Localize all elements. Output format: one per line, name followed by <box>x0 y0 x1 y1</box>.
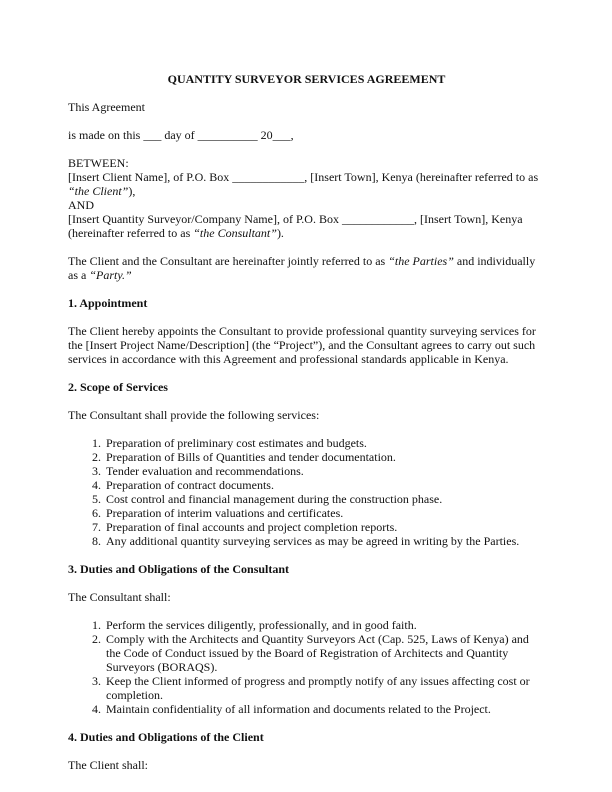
section-4-lead: The Client shall: <box>68 758 148 772</box>
list-item: 4. Preparation of contract documents. <box>104 478 545 492</box>
section-2-heading: 2. Scope of Services <box>68 380 168 394</box>
list-item: 3. Keep the Client informed of progress and promptly notify of any issues affecting cost or completion. <box>104 674 545 702</box>
section-3-heading: 3. Duties and Obligations of the Consultant <box>68 562 290 576</box>
list-item: 4. Maintain confidentiality of all information and documents related to the Project. <box>104 702 545 716</box>
opening-line: This Agreement <box>68 100 145 114</box>
section-3-lead: The Consultant shall: <box>68 590 171 604</box>
parties-defined-term: “the Parties” <box>388 254 454 268</box>
section-4-heading: 4. Duties and Obligations of the Client <box>68 730 264 744</box>
list-item: 6. Preparation of interim valuations and certificates. <box>104 506 545 520</box>
document-title: QUANTITY SURVEYOR SERVICES AGREEMENT <box>167 72 446 86</box>
client-identification-line: [Insert Client Name], of P.O. Box ____________, [Insert Town], Kenya (hereinafter referred to as “the Client”), <box>68 170 539 198</box>
list-item: 8. Any additional quantity surveying services as may be agreed in writing by the Parties. <box>104 534 545 548</box>
consultant-defined-term: “the Consultant” <box>193 226 277 240</box>
between-label: BETWEEN: <box>68 156 129 170</box>
consultant-duties-list <box>68 618 545 716</box>
section-1-body: The Client hereby appoints the Consultant to provide professional quantity surveying services for the [Insert Project Name/Description] (the “Project”), and the Consultant agrees to carry out such services in accordance with this Agreement and professional standards applicable in Kenya. <box>68 324 536 366</box>
list-item: 1. Perform the services diligently, professionally, and in good faith. <box>104 618 545 632</box>
list-item: 2. Preparation of Bills of Quantities and tender documentation. <box>104 450 545 464</box>
and-label: AND <box>68 198 94 212</box>
list-item: 7. Preparation of final accounts and project completion reports. <box>104 520 545 534</box>
list-item: 2. Comply with the Architects and Quantity Surveyors Act (Cap. 525, Laws of Kenya) and the Code of Conduct issued by the Board of Registration of Architects and Quantity Surveyors (BORAQS). <box>104 632 545 674</box>
party-defined-term: “Party.” <box>89 268 132 282</box>
section-1-heading: 1. Appointment <box>68 296 148 310</box>
client-defined-term: “the Client” <box>68 184 129 198</box>
list-item: 5. Cost control and financial management during the construction phase. <box>104 492 545 506</box>
scope-of-services-list <box>68 436 545 548</box>
list-item: 3. Tender evaluation and recommendations. <box>104 464 545 478</box>
date-line: is made on this ___ day of __________ 20___, <box>68 128 294 142</box>
section-2-lead: The Consultant shall provide the following services: <box>68 408 320 422</box>
parties-paragraph: The Client and the Consultant are hereinafter jointly referred to as “the Parties” and individually as a “Party.” <box>68 254 536 282</box>
between-block <box>68 156 545 240</box>
list-item: 1. Preparation of preliminary cost estimates and budgets. <box>104 436 545 450</box>
consultant-identification-line: [Insert Quantity Surveyor/Company Name], of P.O. Box ____________, [Insert Town], Kenya (hereinafter referred to as “the Consultant”). <box>68 212 523 240</box>
